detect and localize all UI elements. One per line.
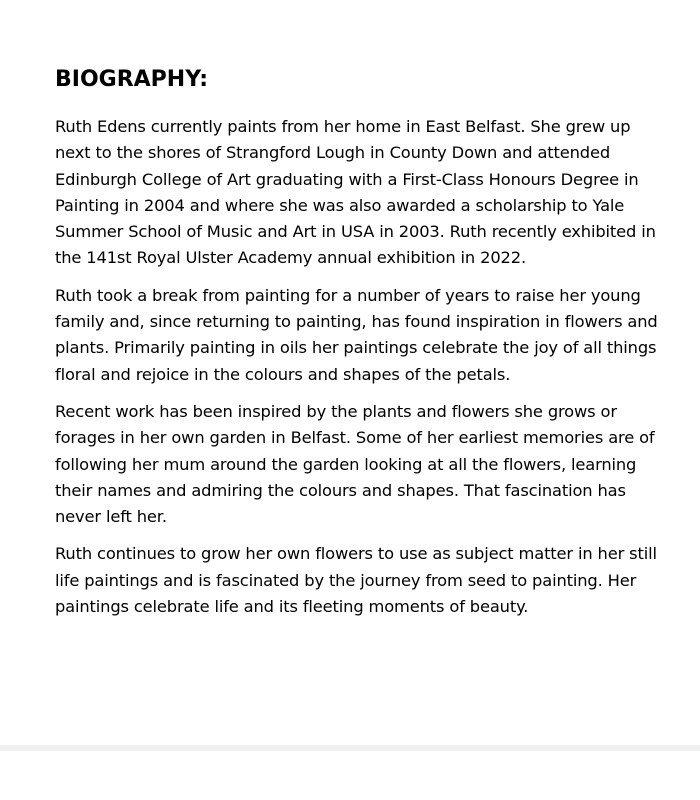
page-heading: BIOGRAPHY: bbox=[55, 67, 209, 92]
paragraph-3: Recent work has been inspired by the plants and flowers she grows or forages in her own garden in Belfast. Some of her earliest memories are of following her mum around the garden looking at all the flowers, learning their names and admiring the colours and shapes. That fascination has never left her. bbox=[55, 401, 655, 527]
paragraph-4: Ruth continues to grow her own flowers to use as subject matter in her still life paintings and is fascinated by the journey from seed to painting. Her paintings celebrate life and its fleeting moments of beauty. bbox=[55, 544, 657, 617]
paragraph-1: Ruth Edens currently paints from her home in East Belfast. She grew up next to the shores of Strangford Lough in County Down and attended Edinburgh College of Art graduating with a First-Class Honours Degree in Painting in 2004 and where she was also awarded a scholarship to Yale Summer School of Music and Art in USA in 2003. Ruth recently exhibited in the 141st Royal Ulster Academy annual exhibition in 2022. bbox=[55, 117, 656, 268]
paragraph-2: Ruth took a break from painting for a number of years to raise her young family and, since returning to painting, has found inspiration in flowers and plants. Primarily painting in oils her paintings celebrate the joy of all things floral and rejoice in the colours and shapes of the petals. bbox=[55, 285, 658, 384]
page-content bbox=[55, 64, 660, 631]
next-page bbox=[0, 751, 700, 800]
